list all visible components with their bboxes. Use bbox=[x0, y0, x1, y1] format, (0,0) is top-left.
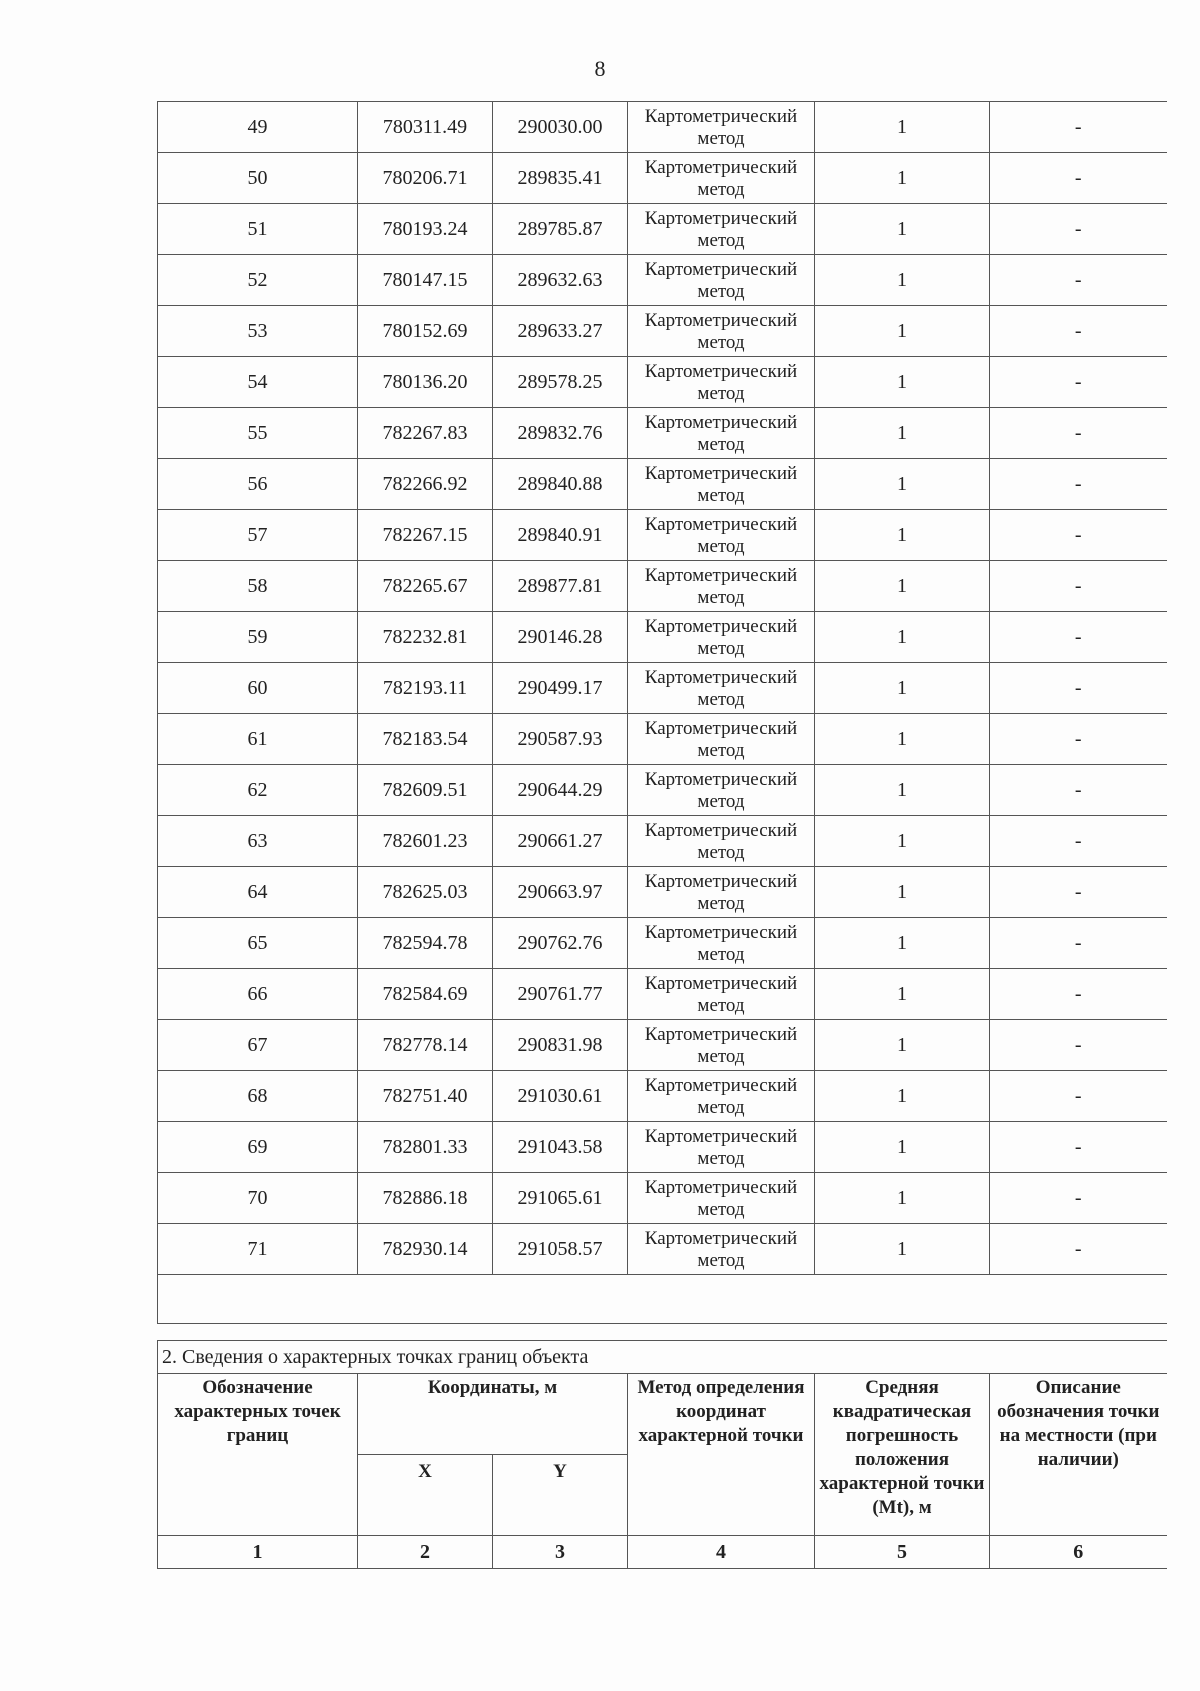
method-line2: метод bbox=[697, 485, 745, 506]
coord-x: 782751.40 bbox=[358, 1071, 493, 1122]
method-line2: метод bbox=[697, 383, 745, 404]
table-row bbox=[158, 153, 1167, 204]
method bbox=[628, 816, 815, 867]
coord-y: 290831.98 bbox=[493, 1020, 628, 1071]
coord-y: 290587.93 bbox=[493, 714, 628, 765]
coord-x: 780311.49 bbox=[358, 102, 493, 153]
error-mt: 1 bbox=[815, 918, 990, 969]
coord-y: 290762.76 bbox=[493, 918, 628, 969]
method bbox=[628, 867, 815, 918]
section2-table bbox=[157, 1340, 1167, 1569]
table-row bbox=[158, 663, 1167, 714]
method-line1: Картометрический bbox=[644, 1024, 798, 1045]
table-row bbox=[158, 969, 1167, 1020]
method-line1: Картометрический bbox=[644, 1177, 798, 1198]
method-line1: Картометрический bbox=[644, 616, 798, 637]
table-row bbox=[158, 765, 1167, 816]
description: - bbox=[990, 408, 1167, 459]
point-number: 62 bbox=[158, 765, 358, 816]
coord-y: 291065.61 bbox=[493, 1173, 628, 1224]
error-mt: 1 bbox=[815, 816, 990, 867]
method-line1: Картометрический bbox=[644, 310, 798, 331]
method bbox=[628, 612, 815, 663]
error-mt: 1 bbox=[815, 255, 990, 306]
coord-y: 289877.81 bbox=[493, 561, 628, 612]
coord-x: 780193.24 bbox=[358, 204, 493, 255]
method-line2: метод bbox=[697, 1046, 745, 1067]
error-mt: 1 bbox=[815, 867, 990, 918]
description: - bbox=[990, 204, 1167, 255]
method-line2: метод bbox=[697, 944, 745, 965]
table-row bbox=[158, 204, 1167, 255]
description: - bbox=[990, 918, 1167, 969]
point-number: 65 bbox=[158, 918, 358, 969]
method bbox=[628, 969, 815, 1020]
error-mt: 1 bbox=[815, 1071, 990, 1122]
header-y: Y bbox=[493, 1455, 628, 1536]
coord-x: 782584.69 bbox=[358, 969, 493, 1020]
method bbox=[628, 510, 815, 561]
error-mt: 1 bbox=[815, 459, 990, 510]
coord-y: 290761.77 bbox=[493, 969, 628, 1020]
method bbox=[628, 306, 815, 357]
point-number: 49 bbox=[158, 102, 358, 153]
coord-x: 782601.23 bbox=[358, 816, 493, 867]
method bbox=[628, 918, 815, 969]
description: - bbox=[990, 867, 1167, 918]
method bbox=[628, 765, 815, 816]
description: - bbox=[990, 510, 1167, 561]
coord-y: 289832.76 bbox=[493, 408, 628, 459]
column-number-3: 3 bbox=[493, 1536, 628, 1569]
table-row bbox=[158, 255, 1167, 306]
method-line2: метод bbox=[697, 1097, 745, 1118]
column-number-1: 1 bbox=[158, 1536, 358, 1569]
coord-x: 782594.78 bbox=[358, 918, 493, 969]
error-mt: 1 bbox=[815, 714, 990, 765]
point-number: 67 bbox=[158, 1020, 358, 1071]
method bbox=[628, 714, 815, 765]
method-line2: метод bbox=[697, 740, 745, 761]
coord-x: 780206.71 bbox=[358, 153, 493, 204]
coord-y: 290644.29 bbox=[493, 765, 628, 816]
method bbox=[628, 204, 815, 255]
column-number-5: 5 bbox=[815, 1536, 990, 1569]
method-line1: Картометрический bbox=[644, 514, 798, 535]
method-line2: метод bbox=[697, 230, 745, 251]
description: - bbox=[990, 714, 1167, 765]
method bbox=[628, 153, 815, 204]
table-row bbox=[158, 816, 1167, 867]
coord-x: 782266.92 bbox=[358, 459, 493, 510]
coord-y: 289835.41 bbox=[493, 153, 628, 204]
table-row bbox=[158, 867, 1167, 918]
coord-y: 290030.00 bbox=[493, 102, 628, 153]
coord-x: 782778.14 bbox=[358, 1020, 493, 1071]
method-line2: метод bbox=[697, 791, 745, 812]
method-line2: метод bbox=[697, 332, 745, 353]
header-method: Метод определения координат характерной точки bbox=[628, 1374, 815, 1536]
description: - bbox=[990, 1224, 1167, 1275]
table-row bbox=[158, 510, 1167, 561]
column-number-2: 2 bbox=[358, 1536, 493, 1569]
method bbox=[628, 1173, 815, 1224]
error-mt: 1 bbox=[815, 510, 990, 561]
table-row bbox=[158, 357, 1167, 408]
error-mt: 1 bbox=[815, 1122, 990, 1173]
method-line2: метод bbox=[697, 689, 745, 710]
coord-y: 289578.25 bbox=[493, 357, 628, 408]
table-row bbox=[158, 459, 1167, 510]
description: - bbox=[990, 1020, 1167, 1071]
method-line1: Картометрический bbox=[644, 718, 798, 739]
method bbox=[628, 255, 815, 306]
description: - bbox=[990, 765, 1167, 816]
method bbox=[628, 459, 815, 510]
description: - bbox=[990, 357, 1167, 408]
section2-title: 2. Сведения о характерных точках границ объекта bbox=[158, 1341, 1167, 1374]
description: - bbox=[990, 306, 1167, 357]
point-number: 71 bbox=[158, 1224, 358, 1275]
method-line2: метод bbox=[697, 434, 745, 455]
coord-x: 782232.81 bbox=[358, 612, 493, 663]
error-mt: 1 bbox=[815, 969, 990, 1020]
point-number: 56 bbox=[158, 459, 358, 510]
table-row bbox=[158, 918, 1167, 969]
page-number: 8 bbox=[594, 56, 606, 81]
coord-x: 782801.33 bbox=[358, 1122, 493, 1173]
method-line2: метод bbox=[697, 1199, 745, 1220]
method bbox=[628, 663, 815, 714]
header-error: Средняя квадратическая погрешность положения характерной точки (Mt), м bbox=[815, 1374, 990, 1536]
method-line1: Картометрический bbox=[644, 361, 798, 382]
error-mt: 1 bbox=[815, 663, 990, 714]
point-number: 59 bbox=[158, 612, 358, 663]
coord-x: 782625.03 bbox=[358, 867, 493, 918]
error-mt: 1 bbox=[815, 306, 990, 357]
method-line1: Картометрический bbox=[644, 820, 798, 841]
method bbox=[628, 1071, 815, 1122]
empty-cell bbox=[158, 1275, 1167, 1324]
point-number: 60 bbox=[158, 663, 358, 714]
error-mt: 1 bbox=[815, 765, 990, 816]
description: - bbox=[990, 255, 1167, 306]
description: - bbox=[990, 816, 1167, 867]
point-number: 58 bbox=[158, 561, 358, 612]
method bbox=[628, 1224, 815, 1275]
coord-x: 782193.11 bbox=[358, 663, 493, 714]
coord-x: 782886.18 bbox=[358, 1173, 493, 1224]
table-row bbox=[158, 1071, 1167, 1122]
table-row bbox=[158, 1224, 1167, 1275]
point-number: 68 bbox=[158, 1071, 358, 1122]
point-number: 54 bbox=[158, 357, 358, 408]
point-number: 61 bbox=[158, 714, 358, 765]
description: - bbox=[990, 663, 1167, 714]
coord-y: 291058.57 bbox=[493, 1224, 628, 1275]
coord-x: 782930.14 bbox=[358, 1224, 493, 1275]
coord-y: 290146.28 bbox=[493, 612, 628, 663]
table-row bbox=[158, 1020, 1167, 1071]
description: - bbox=[990, 1122, 1167, 1173]
error-mt: 1 bbox=[815, 612, 990, 663]
point-number: 50 bbox=[158, 153, 358, 204]
method-line1: Картометрический bbox=[644, 667, 798, 688]
method-line1: Картометрический bbox=[644, 769, 798, 790]
method-line1: Картометрический bbox=[644, 922, 798, 943]
error-mt: 1 bbox=[815, 1224, 990, 1275]
error-mt: 1 bbox=[815, 357, 990, 408]
point-number: 52 bbox=[158, 255, 358, 306]
coord-x: 782267.83 bbox=[358, 408, 493, 459]
column-number-6: 6 bbox=[990, 1536, 1167, 1569]
point-number: 64 bbox=[158, 867, 358, 918]
method-line1: Картометрический bbox=[644, 106, 798, 127]
description: - bbox=[990, 459, 1167, 510]
method-line1: Картометрический bbox=[644, 565, 798, 586]
coord-x: 782265.67 bbox=[358, 561, 493, 612]
coord-y: 290661.27 bbox=[493, 816, 628, 867]
coord-y: 289840.88 bbox=[493, 459, 628, 510]
column-number-4: 4 bbox=[628, 1536, 815, 1569]
method-line2: метод bbox=[697, 587, 745, 608]
error-mt: 1 bbox=[815, 102, 990, 153]
coord-y: 289785.87 bbox=[493, 204, 628, 255]
method-line2: метод bbox=[697, 842, 745, 863]
method-line2: метод bbox=[697, 536, 745, 557]
error-mt: 1 bbox=[815, 153, 990, 204]
method-line1: Картометрический bbox=[644, 463, 798, 484]
coord-y: 289632.63 bbox=[493, 255, 628, 306]
coord-x: 782267.15 bbox=[358, 510, 493, 561]
point-number: 66 bbox=[158, 969, 358, 1020]
header-point-designation: Обозначение характерных точек границ bbox=[158, 1374, 358, 1536]
description: - bbox=[990, 612, 1167, 663]
point-number: 57 bbox=[158, 510, 358, 561]
point-number: 69 bbox=[158, 1122, 358, 1173]
error-mt: 1 bbox=[815, 1020, 990, 1071]
header-description: Описание обозначения точки на местности (при наличии) bbox=[990, 1374, 1167, 1536]
coord-y: 291043.58 bbox=[493, 1122, 628, 1173]
description: - bbox=[990, 153, 1167, 204]
method bbox=[628, 102, 815, 153]
description: - bbox=[990, 1071, 1167, 1122]
table-row bbox=[158, 561, 1167, 612]
method bbox=[628, 1122, 815, 1173]
table-row bbox=[158, 306, 1167, 357]
method-line1: Картометрический bbox=[644, 1228, 798, 1249]
coord-y: 290663.97 bbox=[493, 867, 628, 918]
description: - bbox=[990, 561, 1167, 612]
coordinates-table bbox=[157, 101, 1167, 1324]
method-line1: Картометрический bbox=[644, 871, 798, 892]
coord-x: 782183.54 bbox=[358, 714, 493, 765]
method-line1: Картометрический bbox=[644, 208, 798, 229]
method-line2: метод bbox=[697, 638, 745, 659]
point-number: 63 bbox=[158, 816, 358, 867]
table-row bbox=[158, 612, 1167, 663]
method-line1: Картометрический bbox=[644, 1126, 798, 1147]
header-coordinates: Координаты, м bbox=[358, 1374, 628, 1455]
method-line1: Картометрический bbox=[644, 973, 798, 994]
error-mt: 1 bbox=[815, 408, 990, 459]
coord-y: 290499.17 bbox=[493, 663, 628, 714]
description: - bbox=[990, 1173, 1167, 1224]
table-row bbox=[158, 714, 1167, 765]
method-line2: метод bbox=[697, 128, 745, 149]
error-mt: 1 bbox=[815, 204, 990, 255]
coord-y: 289840.91 bbox=[493, 510, 628, 561]
table-row bbox=[158, 1173, 1167, 1224]
method-line2: метод bbox=[697, 1148, 745, 1169]
method bbox=[628, 408, 815, 459]
coord-y: 291030.61 bbox=[493, 1071, 628, 1122]
error-mt: 1 bbox=[815, 1173, 990, 1224]
method-line2: метод bbox=[697, 179, 745, 200]
point-number: 55 bbox=[158, 408, 358, 459]
error-mt: 1 bbox=[815, 561, 990, 612]
coord-y: 289633.27 bbox=[493, 306, 628, 357]
point-number: 53 bbox=[158, 306, 358, 357]
point-number: 70 bbox=[158, 1173, 358, 1224]
method bbox=[628, 1020, 815, 1071]
table-row bbox=[158, 102, 1167, 153]
description: - bbox=[990, 969, 1167, 1020]
coord-x: 782609.51 bbox=[358, 765, 493, 816]
method-line2: метод bbox=[697, 281, 745, 302]
method-line2: метод bbox=[697, 893, 745, 914]
method-line1: Картометрический bbox=[644, 157, 798, 178]
description: - bbox=[990, 102, 1167, 153]
method-line1: Картометрический bbox=[644, 259, 798, 280]
table-row bbox=[158, 408, 1167, 459]
method-line1: Картометрический bbox=[644, 412, 798, 433]
method-line2: метод bbox=[697, 995, 745, 1016]
method bbox=[628, 357, 815, 408]
empty-row bbox=[158, 1275, 1167, 1324]
method-line1: Картометрический bbox=[644, 1075, 798, 1096]
point-number: 51 bbox=[158, 204, 358, 255]
table-row bbox=[158, 1122, 1167, 1173]
coord-x: 780136.20 bbox=[358, 357, 493, 408]
method bbox=[628, 561, 815, 612]
method-line2: метод bbox=[697, 1250, 745, 1271]
coord-x: 780152.69 bbox=[358, 306, 493, 357]
header-x: X bbox=[358, 1455, 493, 1536]
coord-x: 780147.15 bbox=[358, 255, 493, 306]
